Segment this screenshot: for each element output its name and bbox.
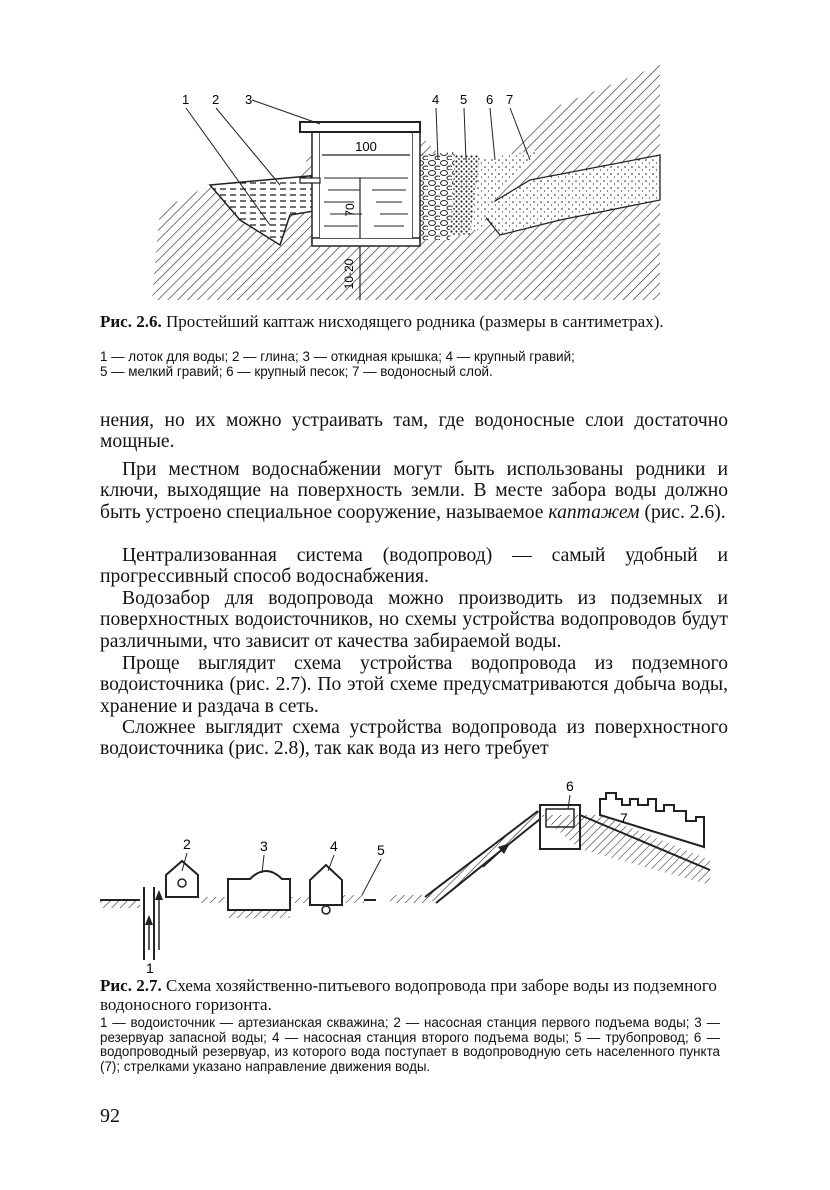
dimension-width-label: 100 bbox=[355, 139, 377, 154]
figure-2-6-caption-label: Рис. 2.6. bbox=[100, 312, 162, 331]
callout-1: 1 bbox=[182, 92, 190, 107]
callout-7: 7 bbox=[506, 92, 514, 107]
figure-2-6-legend-line-1: 1 — лоток для воды; 2 — глина; 3 — откидная крышка; 4 — крупный гравий; bbox=[100, 349, 575, 364]
callout-5: 5 bbox=[460, 92, 468, 107]
paragraph-2-term: каптажем bbox=[548, 501, 640, 523]
callout-3: 3 bbox=[260, 838, 268, 854]
dimension-water-label: 70 bbox=[343, 203, 357, 217]
figure-2-7-caption-text: Схема хозяйственно-питьевого водопровода при заборе воды из подземного водоносного горизонта. bbox=[100, 976, 717, 1014]
callout-6: 6 bbox=[486, 92, 494, 107]
paragraph-2-text-b: (рис. 2.6). bbox=[639, 501, 726, 523]
paragraph-2-text-a: При местном водоснабжении могут быть использованы родники и ключи, выходящие на поверхность земли. В месте забора воды должно быть устроено специальное сооружение, называемое bbox=[100, 459, 728, 523]
paragraph-1: нения, но их можно устраивать там, где водоносные слои достаточно мощные. bbox=[100, 410, 728, 453]
paragraph-3: Централизованная система (водопровод) — самый удобный и прогрессивный способ водоснабжения. bbox=[100, 545, 728, 588]
figure-2-6-caption-text: Простейший каптаж нисходящего родника (размеры в сантиметрах). bbox=[165, 312, 664, 331]
paragraph-2 bbox=[100, 459, 728, 523]
figure-2-6-illustration bbox=[140, 60, 680, 310]
page-number: 92 bbox=[100, 1105, 120, 1127]
figure-2-7-illustration bbox=[100, 775, 720, 975]
figure-2-6-legend-line-2: 5 — мелкий гравий; 6 — крупный песок; 7 — водоносный слой. bbox=[100, 364, 493, 379]
reserve-tank bbox=[228, 871, 290, 910]
pipeline bbox=[342, 895, 364, 903]
pump-station-2 bbox=[310, 865, 342, 905]
paragraph-4: Водозабор для водопровода можно производить из подземных и поверхностных водоисточников, но схемы устройства водопроводов будут различными, что зависит от качества забираемой воды. bbox=[100, 588, 728, 652]
figure-2-7-legend: 1 — водоисточник — артезианская скважина; 2 — насосная станция первого подъема воды; 3 — резервуар запасной воды; 4 — насосная станция второго подъема воды; 5 — трубопровод; 6 — водопроводный резервуар, из которого вода поступает в водопроводную сеть населенного пункта (7); стрелками указано направление движения воды. bbox=[100, 1015, 720, 1074]
callout-7: 7 bbox=[620, 810, 628, 826]
figure-2-7-caption-label: Рис. 2.7. bbox=[100, 976, 162, 995]
paragraph-5: Проще выглядит схема устройства водопровода из подземного водоисточника (рис. 2.7). По этой схеме предусматриваются добыча воды, хранение и раздача в сеть. bbox=[100, 653, 728, 717]
paragraph-6: Сложнее выглядит схема устройства водопровода из поверхностного водоисточника (рис. 2.8), так как вода из него требует bbox=[100, 717, 728, 760]
callout-5: 5 bbox=[377, 842, 385, 858]
callout-2: 2 bbox=[212, 92, 220, 107]
dimension-bottom-label: 10-20 bbox=[342, 258, 356, 290]
figure-2-7-caption bbox=[100, 976, 728, 1014]
figure-2-6-caption bbox=[100, 312, 730, 331]
callout-1: 1 bbox=[146, 960, 154, 975]
callout-4: 4 bbox=[432, 92, 440, 107]
callout-6: 6 bbox=[566, 778, 574, 794]
callout-4: 4 bbox=[330, 838, 338, 854]
callout-3: 3 bbox=[245, 92, 253, 107]
callout-2: 2 bbox=[183, 836, 191, 852]
